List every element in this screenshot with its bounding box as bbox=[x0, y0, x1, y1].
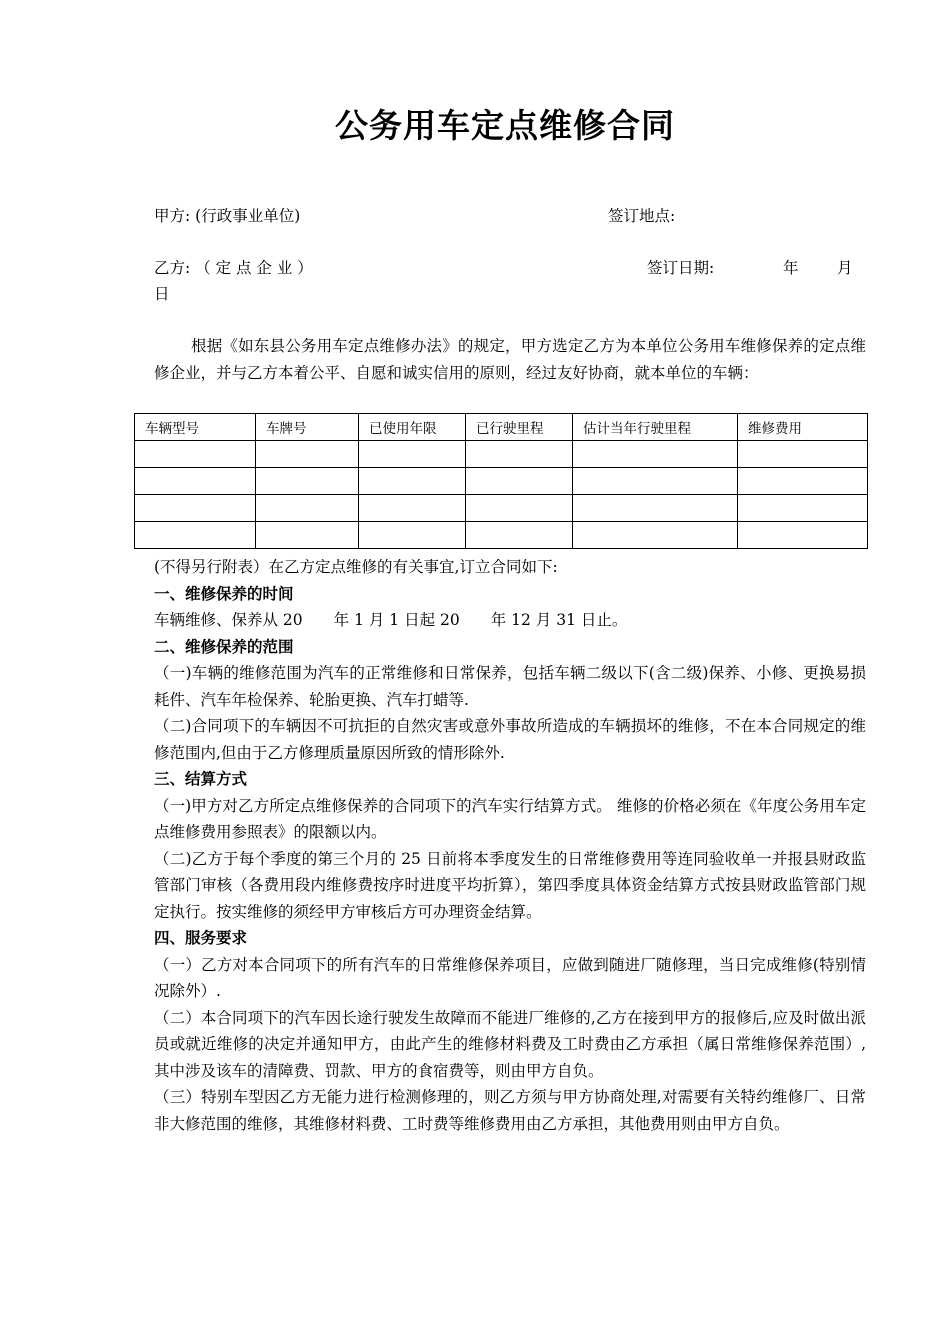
sign-date-year: 年 bbox=[783, 259, 799, 277]
section-heading-service: 四、服务要求 bbox=[154, 929, 248, 947]
section-paragraph: （一)甲方对乙方所定点维修保养的合同项下的汽车实行结算方式。 维修的价格必须在《年度公务用车定点维修费用参照表》的限额以内。 bbox=[154, 796, 866, 841]
sign-date-day: 日 bbox=[154, 285, 170, 303]
table-cell bbox=[256, 522, 359, 549]
section-paragraph: （一）乙方对本合同项下的所有汽车的日常维修保养项目，应做到随进厂随修理，当日完成维修(特别情况除外）. bbox=[154, 955, 866, 1000]
table-cell bbox=[359, 441, 466, 468]
section-paragraph: （三）特别车型因乙方无能力进行检测修理的，则乙方须与甲方协商处理,对需要有关特约维修厂、日常非大修范围的维修，其维修材料费、工时费等维修费用由乙方承担，其他费用则由甲方自负。 bbox=[154, 1088, 866, 1133]
after-table-text: (不得另行附表）在乙方定点维修的有关事宜,订立合同如下: bbox=[154, 558, 558, 576]
table-cell bbox=[573, 468, 738, 495]
table-cell bbox=[466, 468, 573, 495]
section-paragraph: （一)车辆的维修范围为汽车的正常维修和日常保养，包括车辆二级以下(含二级)保养、小修、更换易损耗件、汽车年检保养、轮胎更换、汽车打蜡等. bbox=[154, 664, 866, 709]
table-cell bbox=[573, 522, 738, 549]
sign-date-label: 签订日期: bbox=[647, 259, 715, 277]
intro-paragraph: 根据《如东县公务用车定点维修办法》的规定，甲方选定乙方为本单位公务用车维修保养的定点维修企业，并与乙方本着公平、自愿和诚实信用的原则，经过友好协商，就本单位的车辆： bbox=[154, 337, 866, 382]
section-paragraph: （二)合同项下的车辆因不可抗拒的自然灾害或意外事故所造成的车辆损坏的维修，不在本合同规定的维修范围内,但由于乙方修理质量原因所致的情形除外. bbox=[154, 717, 866, 762]
table-cell bbox=[359, 495, 466, 522]
table-row bbox=[135, 495, 868, 522]
table-cell bbox=[738, 495, 868, 522]
section-heading-settlement: 三、结算方式 bbox=[154, 770, 248, 788]
col-repair-cost: 维修费用 bbox=[738, 414, 868, 441]
col-years-used: 已使用年限 bbox=[359, 414, 466, 441]
table-row bbox=[135, 468, 868, 495]
section-heading-time: 一、维修保养的时间 bbox=[154, 584, 294, 603]
party-b: 乙方: （ 定 点 企 业 ） bbox=[154, 259, 313, 277]
contract-title: 公务用车定点维修合同 bbox=[335, 106, 675, 145]
table-cell bbox=[738, 468, 868, 495]
table-cell bbox=[573, 495, 738, 522]
col-estimated-mileage: 估计当年行驶里程 bbox=[573, 414, 738, 441]
table-cell bbox=[359, 522, 466, 549]
table-cell bbox=[466, 495, 573, 522]
table-cell bbox=[738, 522, 868, 549]
table-cell bbox=[573, 441, 738, 468]
table-row bbox=[135, 522, 868, 549]
col-mileage: 已行驶里程 bbox=[466, 414, 573, 441]
sign-date-month: 月 bbox=[837, 259, 853, 277]
table-cell bbox=[256, 441, 359, 468]
party-a: 甲方: (行政事业单位) bbox=[154, 207, 301, 225]
intro-block bbox=[154, 333, 866, 386]
table-cell bbox=[738, 441, 868, 468]
table-cell bbox=[135, 495, 256, 522]
table-cell bbox=[135, 522, 256, 549]
sign-place: 签订地点: bbox=[608, 207, 676, 225]
section-paragraph: （二）本合同项下的汽车因长途行驶发生故障而不能进厂维修的,乙方在接到甲方的报修后,应及时做出派员或就近维修的决定并通知甲方，由此产生的维修材料费及工时费由乙方承担（属日常维修保养范围）,其中涉及该车的清障费、罚款、甲方的食宿费等，则由甲方自负。 bbox=[154, 1008, 866, 1080]
vehicle-table bbox=[134, 413, 868, 549]
table-header-row bbox=[135, 414, 868, 441]
table-cell bbox=[256, 495, 359, 522]
table-cell bbox=[466, 441, 573, 468]
table-cell bbox=[135, 441, 256, 468]
col-vehicle-model: 车辆型号 bbox=[135, 414, 256, 441]
section-heading-scope: 二、维修保养的范围 bbox=[154, 637, 294, 656]
col-plate-number: 车牌号 bbox=[256, 414, 359, 441]
section-paragraph: （二)乙方于每个季度的第三个月的 25 日前将本季度发生的日常维修费用等连同验收单一并报县财政监管部门审核（各费用段内维修费按序时进度平均折算），第四季度具体资金结算方式按县财政监管部门规定执行。按实维修的须经甲方审核后方可办理资金结算。 bbox=[154, 849, 866, 921]
table-cell bbox=[359, 468, 466, 495]
table-cell bbox=[256, 468, 359, 495]
table-row bbox=[135, 441, 868, 468]
table-cell bbox=[135, 468, 256, 495]
table-cell bbox=[466, 522, 573, 549]
section-paragraph: 车辆维修、保养从 20 年 1 月 1 日起 20 年 12 月 31 日止。 bbox=[154, 611, 628, 629]
terms-block bbox=[154, 554, 866, 1137]
